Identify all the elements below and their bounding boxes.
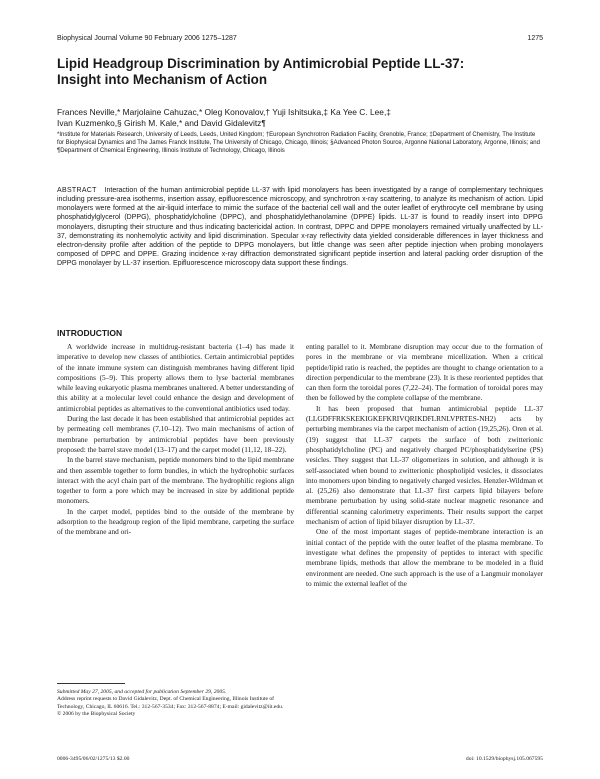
title-line-2: Insight into Mechanism of Action — [57, 72, 268, 87]
article-title — [57, 56, 543, 88]
footnote-divider — [57, 683, 125, 684]
issn-line: 0006-3495/06/02/1275/13 $2.00 — [57, 756, 130, 762]
affiliations: *Institute for Materials Research, University of Leeds, Leeds, United Kingdom; †European Synchrotron Radiation Facility, Grenoble, France; ‡Department of Chemistry, The Institute for Biophysical Dynamics and The James Franck Institute, The University of Chicago, Chicago, Illinois; §Advanced Photon Source, Argonne National Laboratory, Argonne, Illinois; and ¶Department of Chemical Engineering, Illinois Institute of Technology, Chicago, Illinois — [57, 132, 540, 154]
page-number: 1275 — [527, 35, 543, 42]
abstract-text: Interaction of the human antimicrobial peptide LL-37 with lipid monolayers has been investigated by a range of complementary techniques including pressure-area isotherms, insertion assay, epifluorescence microscopy, and synchrotron x-ray scattering, to analyze its mechanism of action. Lipid monolayers were formed at the air-liquid interface to mimic the surface of the bacterial cell wall and the outer leaflet of erythrocyte cell membrane by using phosphatidylglycerol (DPPG), phosphatidylcholine (DPPC), and phosphatidylethanolamine (DPPE) lipids. LL-37 is found to readily insert into DPPG monolayers, disrupting their structure and thus indicating bactericidal action. In contrast, DPPC and DPPE monolayers remained virtually unaffected by LL-37, demonstrating its nonhemolytic activity and lipid discrimination. Specular x-ray reflectivity data yielded considerable differences in layer thickness and electron-density profile after addition of the peptide to DPPG monolayers, but little change was seen after peptide injection when probing monolayers composed of DPPC and DPPE. Grazing incidence x-ray diffraction demonstrated significant peptide insertion and lateral packing order disruption of the DPPG monolayer by LL-37 insertion. Epifluorescence microscopy data support these findings. — [57, 187, 543, 268]
paragraph: One of the most important stages of peptide-membrane interaction is an initial contact of the peptide with the outer leaflet of the plasma membrane. To investigate what defines the propensity of peptides to interact with specific membrane lipids, methods that allow the membrane to be modeled in a fluid environment are needed. One such approach is the use of a Langmuir monolayer to mimic the external leaflet of the — [306, 527, 543, 588]
body-column-right — [306, 342, 543, 589]
paragraph: It has been proposed that human antimicrobial peptide LL-37 (LLGDFFRKSKEKIGKEFKRIVQRIKDFLRNLVPRTES-NH2) acts by perturbing membranes via the carpet mechanism of action (19,25,26). Oren et al. (19) suggest that LL-37 carpets the surface of both zwitterionic phosphatidylcholine (PC) and negatively charged PC/phosphatidylserine (PS) vesicles. They suggest that LL-37 oligomerizes in solution, and although it is self-associated when bound to zwitterionic phospholipid vesicles, it dissociates into monomers upon binding to negatively charged vesicles. Henzler-Wildman et al. (25,26) also demonstrate that LL-37 first carpets lipid bilayers before membrane perturbation by using solid-state nuclear magnetic resonance and differential scanning calorimetry experiments. Their results support the carpet mechanism of action of lipid bilayer disruption by LL-37. — [306, 403, 543, 527]
paragraph: enting parallel to it. Membrane disruption may occur due to the formation of pores in the membrane or via membrane micellization. When a critical peptide/lipid ratio is reached, the peptides are thought to change orientation to a direction perpendicular to the membrane (23). It is these reoriented peptides that can then form the toroidal pores (7,22–24). The formation of toroidal pores may then be followed by the complete collapse of the membrane. — [306, 342, 543, 403]
paragraph: A worldwide increase in multidrug-resistant bacteria (1–4) has made it imperative to develop new classes of antibiotics. Certain antimicrobial peptides of the innate immune system can distinguish membranes having different lipid compositions (5–9). This property allows them to lyse bacterial membranes while leaving eukaryotic plasma membranes unaltered. A better understanding of this ability at a molecular level could enhance the design and development of antimicrobial peptides as alternatives to the conventional antibiotics used today. — [57, 342, 294, 413]
paragraph: In the barrel stave mechanism, peptide monomers bind to the lipid membrane and then assemble together to form bundles, in which the hydrophobic surfaces interact with the acyl chain part of the membrane. The hydrophilic regions align together to form a pore which may be increased in size by additional peptide monomers. — [57, 455, 294, 506]
submission-dates: Submitted May 27, 2005, and accepted for publication September 29, 2005. — [57, 689, 227, 695]
doi-link[interactable]: doi: 10.1529/biophysj.105.067595 — [465, 756, 543, 762]
footnotes — [57, 689, 294, 718]
correspondence-address: Address reprint requests to David Gidalevitz, Dept. of Chemical Engineering, Illinois Institute of Technology, Chicago, IL 60616. Tel.: 312-567-3534; Fax: 312-567-8874; E-mail: gidalevitz@iit.edu. — [57, 696, 284, 710]
copyright-notice: © 2006 by the Biophysical Society — [57, 710, 136, 717]
body-column-left — [57, 342, 294, 538]
abstract-label: ABSTRACT — [57, 187, 97, 194]
title-line-1: Lipid Headgroup Discrimination by Antimicrobial Peptide LL-37: — [57, 56, 465, 71]
authors-line-1: Frances Neville,* Marjolaine Cahuzac,* Oleg Konovalov,† Yuji Ishitsuka,‡ Ka Yee C. Lee,‡ — [57, 107, 391, 117]
authors-line-2: Ivan Kuzmenko,§ Girish M. Kale,* and David Gidalevitz¶ — [57, 118, 266, 128]
author-list — [57, 107, 543, 129]
paragraph: During the last decade it has been established that antimicrobial peptides act by permeating cell membranes (7,10–12). Two main mechanisms of action of membrane perturbation by antimicrobial peptides have been previously proposed: the barrel stave model (13–17) and the carpet model (11,12, 18–22). — [57, 414, 294, 454]
abstract — [57, 186, 543, 268]
section-heading-introduction: INTRODUCTION — [57, 328, 123, 338]
journal-citation: Biophysical Journal Volume 90 February 2006 1275–1287 — [57, 35, 237, 42]
paragraph: In the carpet model, peptides bind to the outside of the membrane by adsorption to the headgroup region of the lipid membrane, carpeting the surface of the membrane and ori- — [57, 506, 294, 537]
